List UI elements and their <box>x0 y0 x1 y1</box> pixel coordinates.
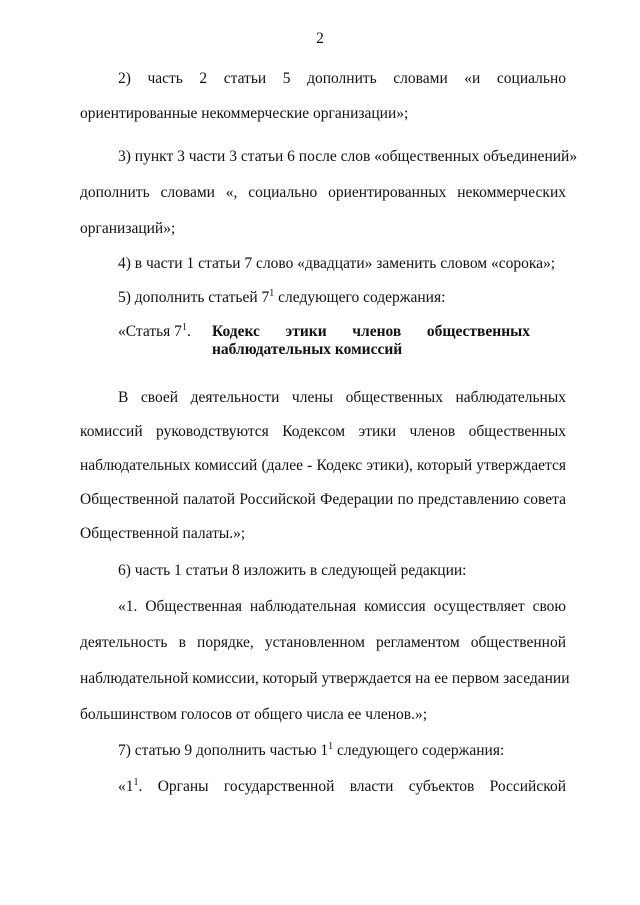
paragraph-2-line-2: ориентированные некоммерческие организации»; <box>80 105 409 122</box>
quote-1-line-2: деятельность в порядке, установленном регламентом общественной <box>80 634 566 651</box>
article-body-line-1: В своей деятельности члены общественных наблюдательных <box>118 389 566 406</box>
article-body-line-5: Общественной палаты.»; <box>80 525 246 542</box>
quote-1-line-4: большинством голосов от общего числа ее членов.»; <box>80 706 428 723</box>
paragraph-3-line-2: дополнить словами «, социально ориентированных некоммерческих <box>80 184 566 201</box>
quote-2-text-end: . Органы государственной власти субъектов Российской <box>138 778 566 795</box>
article-title-line-2: наблюдательных комиссий <box>212 341 403 358</box>
article-label-text: «Статья 7 <box>118 323 182 340</box>
page-number: 2 <box>316 30 324 47</box>
paragraph-7 <box>118 741 566 761</box>
paragraph-6: 6) часть 1 статьи 8 изложить в следующей редакции: <box>118 562 467 579</box>
paragraph-4: 4) в части 1 статьи 7 слово «двадцати» заменить словом «сорока»; <box>118 255 556 272</box>
paragraph-7-text-end: следующего содержания: <box>333 742 505 759</box>
paragraph-5-superscript: 1 <box>269 288 275 299</box>
article-label-dot: . <box>186 323 191 340</box>
paragraph-2-line-1: 2) часть 2 статьи 5 дополнить словами «и социально <box>118 70 566 87</box>
paragraph-5 <box>118 288 566 308</box>
quote-2-text: «1 <box>118 778 134 795</box>
paragraph-5-text: 5) дополнить статьей 7 <box>118 289 270 306</box>
article-body-line-4: Общественной палатой Российской Федерации по представлению совета <box>80 491 566 508</box>
article-body-line-3: наблюдательных комиссий (далее - Кодекс этики), который утверждается <box>80 457 566 474</box>
article-heading-label <box>118 322 191 342</box>
paragraph-5-text-end: следующего содержания: <box>274 289 446 306</box>
quote-2-line-1 <box>118 777 566 797</box>
quote-2-superscript: 1 <box>133 777 139 788</box>
paragraph-7-text: 7) статью 9 дополнить частью 1 <box>118 742 329 759</box>
paragraph-7-superscript: 1 <box>328 741 334 752</box>
quote-1-line-3: наблюдательной комиссии, который утверждается на ее первом заседании <box>80 670 570 687</box>
article-body-line-2: комиссий руководствуются Кодексом этики членов общественных <box>80 423 566 440</box>
paragraph-3-line-3: организаций»; <box>80 220 176 237</box>
article-title-line-1: Кодекс этики членов общественных <box>212 323 530 340</box>
article-label-superscript: 1 <box>181 322 187 333</box>
quote-1-line-1: «1. Общественная наблюдательная комиссия осуществляет свою <box>118 598 566 615</box>
paragraph-3-line-1: 3) пункт 3 части 3 статьи 6 после слов «общественных объединений» <box>118 148 578 165</box>
